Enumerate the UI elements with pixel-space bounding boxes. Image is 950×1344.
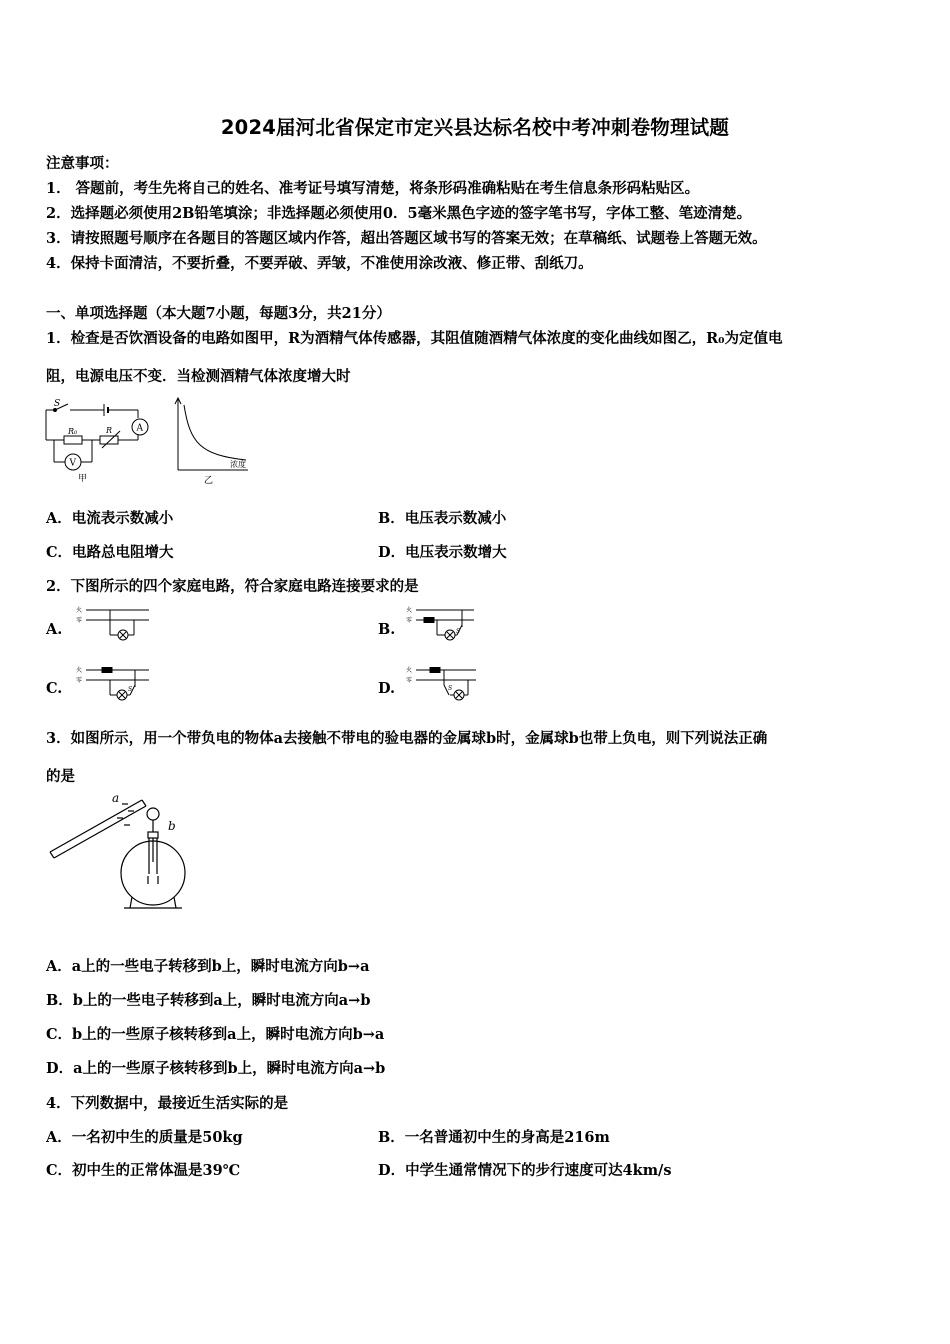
q3-stem-line2: 的是 (46, 768, 75, 785)
q4-stem: 4．下列数据中，最接近生活实际的是 (46, 1095, 289, 1112)
q1-fig-r-label: R (106, 426, 113, 435)
notice-heading: 注意事项： (46, 155, 119, 172)
q3-fig-b-label: b (168, 819, 176, 833)
q1-fig-s-label: S (54, 399, 61, 409)
q1-circuit-figure (40, 393, 160, 493)
q2-circuit-d (404, 663, 484, 708)
q1-fig-yi-label: 乙 (204, 476, 214, 486)
q4-option-d[interactable]: D．中学生通常情况下的步行速度可达4km/s (378, 1162, 672, 1179)
notice-item-1: 1． 答题前，考生先将自己的姓名、准考证号填写清楚，将条形码准确粘贴在考生信息条形码粘贴区。 (46, 180, 700, 197)
q2d-huo: 火 (406, 667, 413, 674)
q2-circuit-c (74, 663, 154, 708)
q4-option-b[interactable]: B．一名普通初中生的身高是216m (378, 1129, 610, 1146)
q3-fig-a-label: a (112, 791, 120, 805)
notice-item-3: 3．请按照题号顺序在各题目的答题区域内作答，超出答题区域书写的答案无效；在草稿纸、试题卷上答题无效。 (46, 230, 767, 247)
q3-option-a[interactable]: A．a上的一些电子转移到b上，瞬时电流方向b→a (46, 958, 370, 975)
q1-stem-line2: 阻，电源电压不变．当检测酒精气体浓度增大时 (46, 368, 351, 385)
q2-circuit-b (404, 603, 484, 648)
q1-option-b[interactable]: B．电压表示数减小 (378, 510, 507, 527)
q1-fig-nongdu-label: 浓度 (230, 460, 246, 469)
q2a-huo: 火 (76, 607, 83, 614)
q1-fig-v-label: V (69, 458, 76, 469)
q2-stem: 2．下图所示的四个家庭电路，符合家庭电路连接要求的是 (46, 578, 419, 595)
q1-option-d[interactable]: D．电压表示数增大 (378, 544, 507, 561)
q2c-ling: 零 (76, 677, 83, 684)
q1-option-a[interactable]: A．电流表示数减小 (46, 510, 174, 527)
q4-option-c[interactable]: C．初中生的正常体温是39℃ (46, 1162, 241, 1179)
page-title: 2024届河北省保定市定兴县达标名校中考冲刺卷物理试题 (220, 116, 730, 139)
q2b-huo: 火 (406, 607, 413, 614)
q1-fig-a-label: A (136, 423, 143, 434)
q2c-huo: 火 (76, 667, 83, 674)
notice-item-4: 4．保持卡面清洁，不要折叠，不要弄破、弄皱，不准使用涂改液、修正带、刮纸刀。 (46, 255, 593, 272)
q3-option-b[interactable]: B．b上的一些电子转移到a上，瞬时电流方向a→b (46, 992, 371, 1009)
q1-stem-line1: 1．检查是否饮酒设备的电路如图甲，R为酒精气体传感器，其阻值随酒精气体浓度的变化曲线如图乙，R₀为定值电 (46, 330, 783, 347)
q2c-s: S (128, 686, 133, 693)
q2d-s: S (448, 685, 453, 692)
q2-option-d[interactable]: D. (378, 680, 396, 697)
section-heading: 一、单项选择题（本大题7小题，每题3分，共21分） (46, 305, 391, 322)
q3-option-c[interactable]: C．b上的一些原子核转移到a上，瞬时电流方向b→a (46, 1026, 385, 1043)
q2b-s: S (456, 628, 461, 635)
q2b-ling: 零 (406, 617, 413, 624)
q3-electroscope-figure (44, 790, 204, 920)
q1-fig-jia-label: 甲 (78, 474, 88, 484)
q3-option-d[interactable]: D．a上的一些原子核转移到b上，瞬时电流方向a→b (46, 1060, 386, 1077)
notice-item-2: 2．选择题必须使用2B铅笔填涂；非选择题必须使用0．5毫米黑色字迹的签字笔书写，字体工整、笔迹清楚。 (46, 205, 752, 222)
q2d-ling: 零 (406, 677, 413, 684)
q4-option-a[interactable]: A．一名初中生的质量是50kg (46, 1129, 243, 1146)
q1-fig-r0-label: R₀ (68, 427, 78, 436)
q2-option-b[interactable]: B. (378, 621, 396, 638)
q1-option-c[interactable]: C．电路总电阻增大 (46, 544, 174, 561)
q2a-ling: 零 (76, 617, 83, 624)
q1-graph-figure (168, 393, 268, 493)
q2-option-a[interactable]: A. (46, 621, 63, 638)
q3-stem-line1: 3．如图所示，用一个带负电的物体a去接触不带电的验电器的金属球b时，金属球b也带上负电，则下列说法正确 (46, 730, 768, 747)
q2-circuit-a (74, 603, 154, 648)
q2-option-c[interactable]: C. (46, 680, 63, 697)
